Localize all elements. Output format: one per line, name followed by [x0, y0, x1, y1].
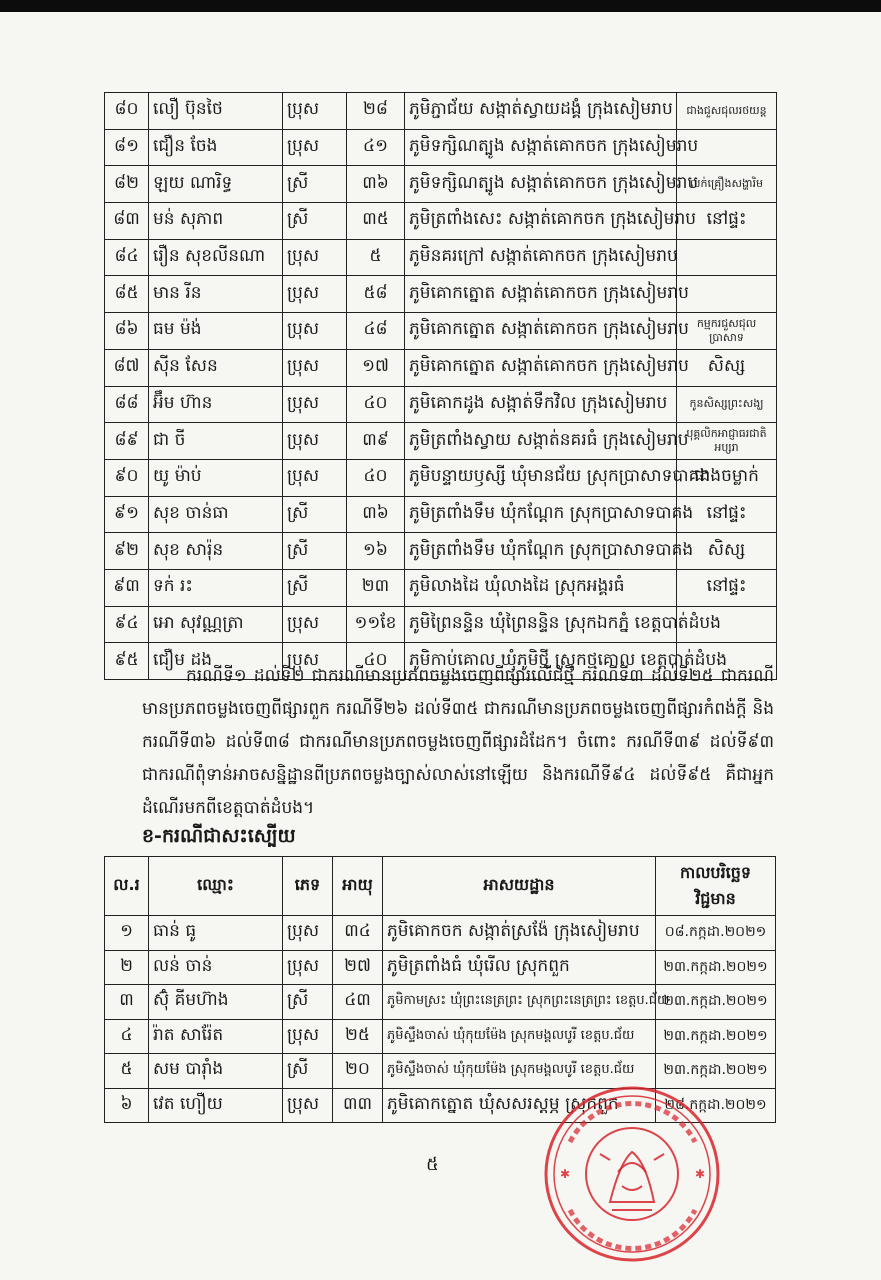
positive-date: ០៨.កក្កដា.២០២១ — [656, 916, 776, 951]
patient-age: ៣៥ — [347, 203, 405, 240]
table-row — [105, 349, 777, 386]
row-number: ៨៨ — [105, 386, 149, 423]
row-number: ៩៤ — [105, 606, 149, 643]
patient-address: ភូមិកាប់គោល ឃុំភូមិថ្មី ស្រុកថ្មគោល ខេត្តបាត់ដំបង — [405, 643, 677, 680]
row-number: ៩១ — [105, 496, 149, 533]
patient-age: ២៣ — [347, 569, 405, 606]
patient-sex: ប្រុស — [283, 1019, 333, 1054]
row-number: ២ — [105, 950, 149, 985]
patient-age: ៣៦ — [347, 166, 405, 203]
patient-name: អោ សុវណ្ណត្រា — [149, 606, 283, 643]
row-number: ៨៥ — [105, 276, 149, 313]
patient-sex: ប្រុស — [283, 239, 347, 276]
row-number: ៤ — [105, 1019, 149, 1054]
patient-sex: ប្រុស — [283, 129, 347, 166]
positive-date: ២៣.កក្កដា.២០២១ — [656, 950, 776, 985]
table-row — [105, 569, 777, 606]
patient-sex: ប្រុស — [283, 349, 347, 386]
table-row — [105, 239, 777, 276]
col-sex: ភេទ — [283, 857, 333, 916]
patient-address: ភូមិលាងដៃ ឃុំលាងដៃ ស្រុកអង្គរធំ — [405, 569, 677, 606]
patient-address: ភូមិនគរក្រៅ សង្កាត់គោកចក ក្រុងសៀមរាប — [405, 239, 677, 276]
patient-sex: ស្រី — [283, 496, 347, 533]
patient-age: ៥ — [347, 239, 405, 276]
patient-occupation: នៅផ្ទះ — [677, 203, 777, 240]
row-number: ៨៤ — [105, 239, 149, 276]
patient-age: ៤០ — [347, 386, 405, 423]
cases-table — [104, 92, 777, 680]
patient-address: ភូមិគោកត្នោត សង្កាត់គោកចក ក្រុងសៀមរាប — [405, 276, 677, 313]
patient-age: ១១ខែ — [347, 606, 405, 643]
patient-name: រ៉ាត សារ៉ែត — [149, 1019, 283, 1054]
patient-occupation: លក់គ្រឿងសង្ហារិម — [677, 166, 777, 203]
patient-age: ៤០ — [347, 643, 405, 680]
patient-age: ៤០ — [347, 459, 405, 496]
table-row — [105, 985, 776, 1020]
patient-name: ជឿន ចែង — [149, 129, 283, 166]
patient-age: ៤៨ — [347, 313, 405, 350]
svg-text:✱: ✱ — [560, 1167, 571, 1181]
patient-name: មន់ សុភាព — [149, 203, 283, 240]
source-paragraph: ករណីទី១ ដល់ទី២ ជាករណីមានប្រភពចម្លងចេញពីផ្សារលើជំថ្មី ករណីទី៣ ដល់ទី២៥ ជាករណីមានប្រភពចម្លងចេញពីផ្សារពួក ករណីទី២៦ ដល់ទី៣៥ ជាករណីមានប្រភពចម្លងចេញពីផ្សារកំពង់ក្ដី និងករណីទី៣៦ ដល់ទី៣៨ ជាករណីមានប្រភពចម្លងចេញពីផ្សារដំដែក។ ចំពោះ ករណីទី៣៩ ដល់ទី៩៣ ជាករណីពុំទាន់អាចសន្និដ្ឋានពីប្រភពចម្លងច្បាស់លាស់នៅឡើយ និងករណីទី៩៤ ដល់ទី៩៥ គឺជាអ្នកដំណើរមកពីខេត្តបាត់ដំបង។ — [142, 666, 774, 818]
patient-sex: ប្រុស — [283, 606, 347, 643]
patient-occupation: កម្មករជួសជុលប្រាសាទ — [677, 313, 777, 350]
table-row — [105, 93, 777, 130]
page-number: ៥ — [426, 1154, 439, 1175]
patient-sex: ប្រុស — [283, 1088, 333, 1123]
positive-date: ២៨.កក្កដា.២០២១ — [656, 1088, 776, 1123]
patient-address: ភូមិគោកចក សង្កាត់ស្រង៉ែ ក្រុងសៀមរាប — [383, 916, 656, 951]
patient-sex: ស្រី — [283, 166, 347, 203]
patient-occupation: នៅផ្ទះ — [677, 496, 777, 533]
patient-occupation: សិស្ស — [677, 349, 777, 386]
patient-sex: ប្រុស — [283, 313, 347, 350]
patient-sex: ស្រី — [283, 1054, 333, 1089]
table-row — [105, 386, 777, 423]
patient-age: ២០ — [333, 1054, 383, 1089]
patient-sex: ប្រុស — [283, 276, 347, 313]
col-address: អាសយដ្ឋាន — [383, 857, 656, 916]
table-row — [105, 1019, 776, 1054]
patient-age: ១៧ — [347, 349, 405, 386]
patient-name: ជឿម ដង — [149, 643, 283, 680]
patient-name: លឿ ប៊ុនថៃ — [149, 93, 283, 130]
patient-occupation: នៅផ្ទះ — [677, 569, 777, 606]
patient-sex: ស្រី — [283, 569, 347, 606]
patient-address: ភូមិត្រពាំងស្វាយ សង្កាត់នគរធំ ក្រុងសៀមរាប — [405, 423, 677, 460]
row-number: ៥ — [105, 1054, 149, 1089]
patient-sex: ស្រី — [283, 985, 333, 1020]
patient-age: ៣៣ — [333, 1088, 383, 1123]
table-row — [105, 459, 777, 496]
patient-address: ភូមិគោកដូង សង្កាត់ទឹកវិល ក្រុងសៀមរាប — [405, 386, 677, 423]
patient-name: វេត ហឿយ — [149, 1088, 283, 1123]
table-row — [105, 916, 776, 951]
table-row — [105, 950, 776, 985]
col-name: ឈ្មោះ — [149, 857, 283, 916]
table-row — [105, 166, 777, 203]
patient-name: លន់ ចាន់ — [149, 950, 283, 985]
patient-name: សុខ សារ៉ុន — [149, 533, 283, 570]
section-title: ខ-ករណីជាសះស្បើយ — [142, 825, 296, 847]
row-number: ៩៣ — [105, 569, 149, 606]
patient-address: ភូមិគោកត្នោត សង្កាត់គោកចក ក្រុងសៀមរាប — [405, 313, 677, 350]
patient-name: អ៊ឹម ហ៊ាន — [149, 386, 283, 423]
row-number: ៩០ — [105, 459, 149, 496]
patient-name: ទក់ រះ — [149, 569, 283, 606]
patient-age: ៣៩ — [347, 423, 405, 460]
patient-occupation: កូនសិស្សព្រះសង្ឃ — [677, 386, 777, 423]
patient-occupation: បុគ្គលិកអាជ្ញាធរជាតិអប្សរា — [677, 423, 777, 460]
patient-sex: ប្រុស — [283, 459, 347, 496]
table-row — [105, 496, 777, 533]
row-number: ៦ — [105, 1088, 149, 1123]
patient-address: ភូមិភ្ជាជ័យ សង្កាត់ស្វាយដង្គំ ក្រុងសៀមរាប — [405, 93, 677, 130]
patient-occupation: ជាងជួសជុលរថយន្ត — [677, 93, 777, 130]
patient-address: ភូមិត្រពាំងធំ ឃុំរើល ស្រុកពួក — [383, 950, 656, 985]
patient-address: ភូមិស្ទឹងចាស់ ឃុំកុយម៉ែង ស្រុកមង្គលបូរី ខេត្តប.ជ័យ — [383, 1054, 656, 1089]
patient-address: ភូមិកាមស្រះ ឃុំព្រះនេត្រព្រះ ស្រុកព្រះនេត្រព្រះ ខេត្តប.ជ័យ — [383, 985, 656, 1020]
patient-age: ១៦ — [347, 533, 405, 570]
patient-age: ៣៦ — [347, 496, 405, 533]
table-row — [105, 533, 777, 570]
patient-address: ភូមិត្រពាំងទឹម ឃុំកណ្ដែក ស្រុកប្រាសាទបាគង — [405, 533, 677, 570]
patient-address: ភូមិស្ទឹងចាស់ ឃុំកុយម៉ែង ស្រុកមង្គលបូរី ខេត្តប.ជ័យ — [383, 1019, 656, 1054]
positive-date: ២៣.កក្កដា.២០២១ — [656, 1054, 776, 1089]
positive-date: ២៣.កក្កដា.២០២១ — [656, 1019, 776, 1054]
patient-name: សម បារ៉ាំង — [149, 1054, 283, 1089]
patient-address: ភូមិព្រៃនន្ទិន ឃុំព្រៃនន្ទិន ស្រុកឯកភ្នំ ខេត្តបាត់ដំបង — [405, 606, 677, 643]
col-age: អាយុ — [333, 857, 383, 916]
patient-age: ៥៨ — [347, 276, 405, 313]
table-row — [105, 276, 777, 313]
patient-age: ៤១ — [347, 129, 405, 166]
row-number: ៩២ — [105, 533, 149, 570]
patient-name: ស៊ុំ គីមហ៊ាង — [149, 985, 283, 1020]
col-no: ល.រ — [105, 857, 149, 916]
row-number: ៨៣ — [105, 203, 149, 240]
patient-name: មាន រីន — [149, 276, 283, 313]
patient-occupation — [677, 276, 777, 313]
patient-address: ភូមិត្រពាំងសេះ សង្កាត់គោកចក ក្រុងសៀមរាប — [405, 203, 677, 240]
patient-name: យូ ម៉ាប់ — [149, 459, 283, 496]
row-number: ៨០ — [105, 93, 149, 130]
patient-address: ភូមិត្រពាំងទឹម ឃុំកណ្ដែក ស្រុកប្រាសាទបាគង — [405, 496, 677, 533]
patient-occupation: សិស្ស — [677, 533, 777, 570]
scan-edge — [0, 0, 881, 12]
row-number: ៨២ — [105, 166, 149, 203]
table-row — [105, 606, 777, 643]
patient-address: ភូមិទក្សិណត្បូង សង្កាត់គោកចក ក្រុងសៀមរាប — [405, 166, 677, 203]
patient-sex: ប្រុស — [283, 386, 347, 423]
row-number: ៨៩ — [105, 423, 149, 460]
patient-sex: ប្រុស — [283, 423, 347, 460]
table-row — [105, 129, 777, 166]
patient-sex: ប្រុស — [283, 93, 347, 130]
patient-name: រឿន សុខលីនណា — [149, 239, 283, 276]
patient-address: ភូមិបន្ទាយឫស្សី ឃុំមានជ័យ ស្រុកប្រាសាទបាគង — [405, 459, 677, 496]
patient-sex: ស្រី — [283, 533, 347, 570]
row-number: ៩៥ — [105, 643, 149, 680]
patient-name: ធម ម៉ង់ — [149, 313, 283, 350]
official-seal-stamp — [540, 1082, 725, 1267]
patient-name: ធាន់ ធូ — [149, 916, 283, 951]
row-number: ១ — [105, 916, 149, 951]
row-number: ៨១ — [105, 129, 149, 166]
patient-name: ស៊ីន សែន — [149, 349, 283, 386]
patient-sex: ប្រុស — [283, 950, 333, 985]
patient-sex: ប្រុស — [283, 643, 347, 680]
patient-address: ភូមិគោកត្នោត ឃុំសសរស្តម្ភ ស្រុកពួក — [383, 1088, 656, 1123]
patient-age: ២៧ — [333, 950, 383, 985]
row-number: ៣ — [105, 985, 149, 1020]
positive-date: ២៣.កក្កដា.២០២១ — [656, 985, 776, 1020]
table-row — [105, 203, 777, 240]
table-row — [105, 423, 777, 460]
header-row — [105, 857, 776, 916]
patient-address: ភូមិទក្សិណត្បូង សង្កាត់គោកចក ក្រុងសៀមរាប — [405, 129, 677, 166]
svg-text:✱: ✱ — [695, 1167, 706, 1181]
patient-occupation: ជាងចម្លាក់ — [677, 459, 777, 496]
patient-age: ២៥ — [333, 1019, 383, 1054]
patient-name: ជា ចី — [149, 423, 283, 460]
patient-age: ៤៣ — [333, 985, 383, 1020]
patient-address: ភូមិគោកត្នោត សង្កាត់គោកចក ក្រុងសៀមរាប — [405, 349, 677, 386]
patient-name: សុខ ចាន់ធា — [149, 496, 283, 533]
patient-sex: ស្រី — [283, 203, 347, 240]
patient-age: ៣៤ — [333, 916, 383, 951]
table-row — [105, 313, 777, 350]
patient-name: ឡយ ណារិទ្ធ — [149, 166, 283, 203]
patient-sex: ប្រុស — [283, 916, 333, 951]
col-date: កាលបរិច្ឆេទវិជ្ជមាន — [656, 857, 776, 916]
row-number: ៨៦ — [105, 313, 149, 350]
row-number: ៨៧ — [105, 349, 149, 386]
patient-age: ២៨ — [347, 93, 405, 130]
patient-occupation — [677, 239, 777, 276]
